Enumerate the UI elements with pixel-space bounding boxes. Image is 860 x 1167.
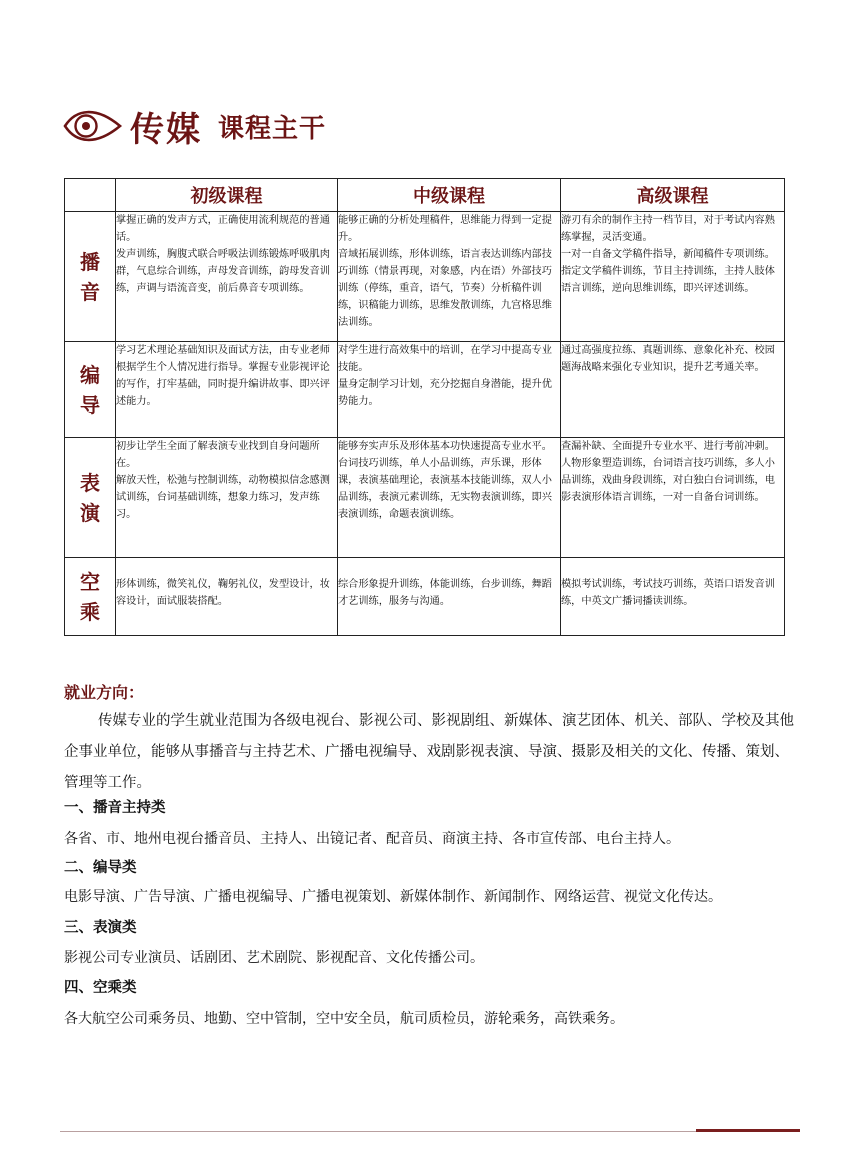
table-cell: 游刃有余的制作主持一档节目，对于考试内容熟练掌握，灵活变通。 一对一自备文学稿件指导，新闻稿件专项训练。指定文学稿件训练，节目主持训练，主持人肢体语言训练，逆向思维训练，即兴评述训练。 [561,212,785,342]
row-label: 表 演 [65,438,116,558]
table-cell: 查漏补缺、全面提升专业水平、进行考前冲刺。 人物形象塑造训练，台词语言技巧训练，多人小品训练，戏曲身段训练，对白独白台词训练，电影表演形体语言训练，一对一自备台词训练。 [561,438,785,558]
category-text: 电影导演、广告导演、广播电视编导、广播电视策划、新媒体制作、新闻制作、网络运营、视觉文化传达。 [64,889,722,905]
table-cell: 模拟考试训练，考试技巧训练，英语口语发音训练，中英文广播词播读训练。 [561,558,785,636]
table-cell: 能够正确的分析处理稿件，思维能力得到一定提升。 音域拓展训练，形体训练，语言表达训练内部技巧训练（情景再现，对象感，内在语）外部技巧训练（停练，重音，语气，节奏）分析稿件训练，识稿能力训练，思维发散训练，九宫格思维法训练。 [338,212,561,342]
table-row [65,342,785,438]
page-title: 传媒 [130,109,202,150]
row-label: 播 音 [65,212,116,342]
category-text: 影视公司专业演员、话剧团、艺术剧院、影视配音、文化传播公司。 [64,950,484,966]
employment-intro: 传媒专业的学生就业范围为各级电视台、影视公司、影视剧组、新媒体、演艺团体、机关、部队、学校及其他企事业单位，能够从事播音与主持艺术、广播电视编导、戏剧影视表演、导演、摄影及相关的文化、传播、策划、管理等工作。 [64,713,794,791]
page-header [62,100,326,152]
corner-cell [65,179,116,212]
table-cell: 学习艺术理论基础知识及面试方法，由专业老师根据学生个人情况进行指导。掌握专业影视评论的写作，打牢基础，同时提升编讲故事、即兴评述能力。 [116,342,338,438]
category-text: 各省、市、地州电视台播音员、主持人、出镜记者、配音员、商演主持、各市宣传部、电台主持人。 [64,831,680,847]
table-cell: 初步让学生全面了解表演专业找到自身问题所在。 解放天性，松弛与控制训练，动物模拟信念感测试训练，台词基础训练，想象力练习，发声练习。 [116,438,338,558]
table-row [65,438,785,558]
table-row [65,558,785,636]
category-title: 一、播音主持类 [64,800,166,816]
column-header: 高级课程 [561,179,785,212]
table-header-row [65,179,785,212]
row-label: 编 导 [65,342,116,438]
page-subtitle: 课程主干 [218,113,327,144]
table-row [65,212,785,342]
footer-accent-bar [696,1129,800,1132]
table-cell: 形体训练，微笑礼仪，鞠躬礼仪，发型设计，妆容设计，面试服装搭配。 [116,558,338,636]
column-header: 中级课程 [338,179,561,212]
table-cell: 能够夯实声乐及形体基本功快速提高专业水平。 台词技巧训练，单人小品训练，声乐课，形体课，表演基础理论，表演基本技能训练，双人小品训练，表演元素训练，无实物表演训练，即兴表演训练，命题表演训练。 [338,438,561,558]
row-label: 空 乘 [65,558,116,636]
table-cell: 对学生进行高效集中的培训，在学习中提高专业技能。 量身定制学习计划，充分挖掘自身潜能，提升优势能力。 [338,342,561,438]
column-header: 初级课程 [116,179,338,212]
table-cell: 综合形象提升训练，体能训练，台步训练，舞蹈才艺训练，服务与沟通。 [338,558,561,636]
course-table [64,178,785,636]
table-cell: 掌握正确的发声方式，正确使用流利规范的普通话。 发声训练，胸腹式联合呼吸法训练锻炼呼吸肌肉群，气息综合训练，声母发音训练，韵母发音训练，声调与语流音变，前后鼻音专项训练。 [116,212,338,342]
category-text: 各大航空公司乘务员、地勤、空中管制，空中安全员，航司质检员，游轮乘务，高铁乘务。 [64,1011,624,1027]
eye-icon [62,101,124,151]
category-title: 三、表演类 [64,920,137,936]
table-cell: 通过高强度拉练、真题训练、意象化补充、校园题海战略来强化专业知识，提升艺考通关率。 [561,342,785,438]
category-title: 二、编导类 [64,860,137,876]
footer-divider [60,1131,800,1132]
employment-title: 就业方向： [64,683,145,702]
category-title: 四、空乘类 [64,980,137,996]
